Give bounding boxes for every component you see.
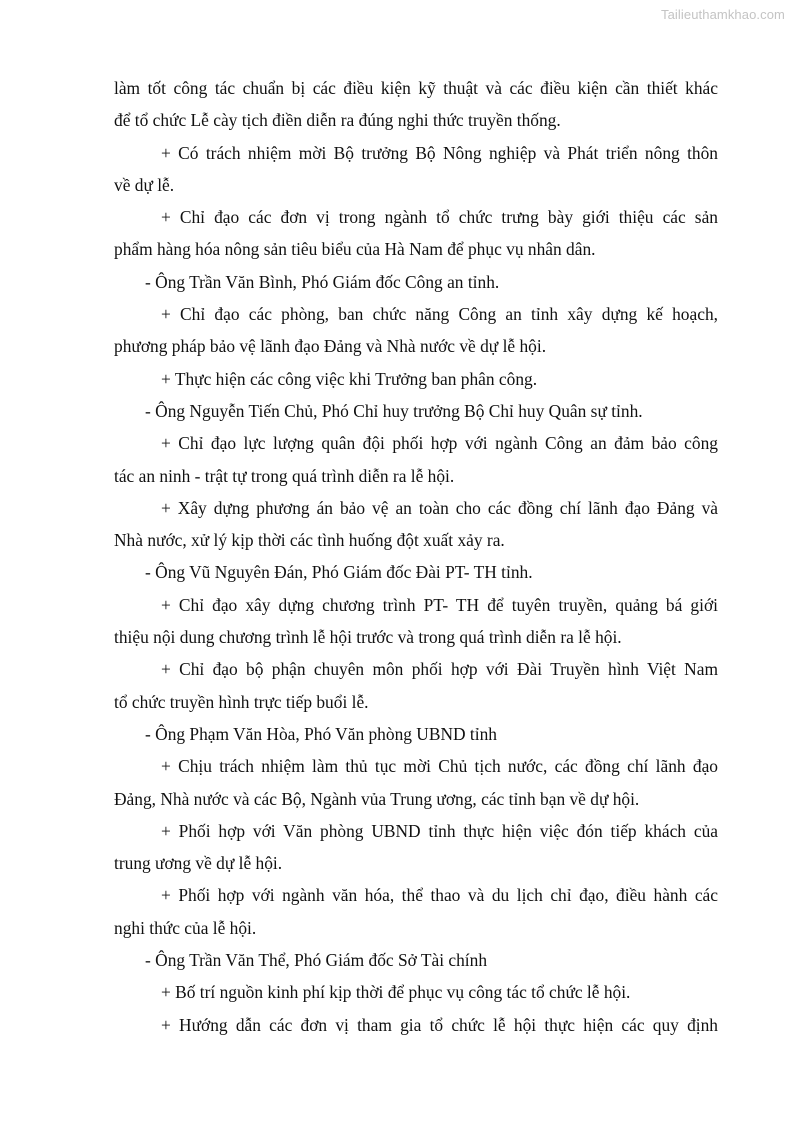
text-line: + Bố trí nguồn kinh phí kịp thời để phục vụ công tác tổ chức lễ hội. (161, 982, 631, 1003)
text-line: Nhà nước, xử lý kịp thời các tình huống đột xuất xảy ra. (114, 530, 505, 551)
watermark: Tailieuthamkhao.com (660, 7, 785, 22)
text-line: + Chịu trách nhiệm làm thủ tục mời Chủ tịch nước, các đồng chí lãnh đạo (161, 756, 718, 777)
text-line: làm tốt công tác chuẩn bị các điều kiện kỹ thuật và các điều kiện cần thiết khác (114, 78, 718, 98)
text-line: nghi thức của lễ hội. (114, 917, 257, 938)
text-line: + Chỉ đạo bộ phận chuyên môn phối hợp với Đài Truyền hình Việt Nam (161, 659, 718, 680)
text-line: + Hướng dẫn các đơn vị tham gia tổ chức lễ hội thực hiện các quy định (161, 1014, 718, 1035)
text-line: + Xây dựng phương án bảo vệ an toàn cho các đồng chí lãnh đạo Đảng và (161, 497, 718, 518)
text-line: để tổ chức Lễ cày tịch điền diễn ra đúng nghi thức truyền thống. (114, 110, 561, 131)
text-line: tác an ninh - trật tự trong quá trình diễn ra lễ hội. (114, 465, 455, 486)
text-line: - Ông Trần Văn Bình, Phó Giám đốc Công an tỉnh. (145, 271, 500, 292)
text-line: - Ông Trần Văn Thể, Phó Giám đốc Sở Tài chính (145, 950, 488, 971)
text-line: trung ương về dự lễ hội. (114, 853, 283, 874)
text-line: Đảng, Nhà nước và các Bộ, Ngành vủa Trung ương, các tỉnh bạn về dự hội. (114, 788, 640, 809)
text-line: + Chỉ đạo các phòng, ban chức năng Công an tỉnh xây dựng kế hoạch, (161, 304, 718, 325)
text-line: - Ông Vũ Nguyên Đán, Phó Giám đốc Đài PT- TH tỉnh. (145, 562, 533, 583)
text-line: - Ông Nguyễn Tiến Chủ, Phó Chỉ huy trưởng Bộ Chỉ huy Quân sự tỉnh. (145, 400, 643, 421)
text-line: - Ông Phạm Văn Hòa, Phó Văn phòng UBND tỉnh (145, 723, 497, 744)
text-line: + Phối hợp với Văn phòng UBND tỉnh thực hiện việc đón tiếp khách của (161, 820, 718, 841)
text-line: + Chỉ đạo lực lượng quân đội phối hợp với ngành Công an đảm bảo công (161, 433, 718, 454)
text-line: + Thực hiện các công việc khi Trưởng ban phân công. (161, 368, 538, 389)
document-body (114, 72, 718, 1041)
text-line: phẩm hàng hóa nông sản tiêu biểu của Hà Nam để phục vụ nhân dân. (114, 239, 596, 260)
text-line: + Có trách nhiệm mời Bộ trưởng Bộ Nông nghiệp và Phát triển nông thôn (161, 142, 718, 163)
text-line: + Chỉ đạo xây dựng chương trình PT- TH để tuyên truyền, quảng bá giới (161, 594, 718, 615)
text-line: + Chỉ đạo các đơn vị trong ngành tổ chức trưng bày giới thiệu các sản (161, 207, 718, 228)
text-line: về dự lễ. (114, 174, 175, 195)
text-line: phương pháp bảo vệ lãnh đạo Đảng và Nhà nước về dự lễ hội. (114, 336, 547, 357)
text-line: thiệu nội dung chương trình lễ hội trước và trong quá trình diễn ra lễ hội. (114, 627, 622, 648)
text-line: tổ chức truyền hình trực tiếp buổi lễ. (114, 691, 369, 712)
text-line: + Phối hợp với ngành văn hóa, thể thao và du lịch chỉ đạo, điều hành các (161, 885, 718, 906)
